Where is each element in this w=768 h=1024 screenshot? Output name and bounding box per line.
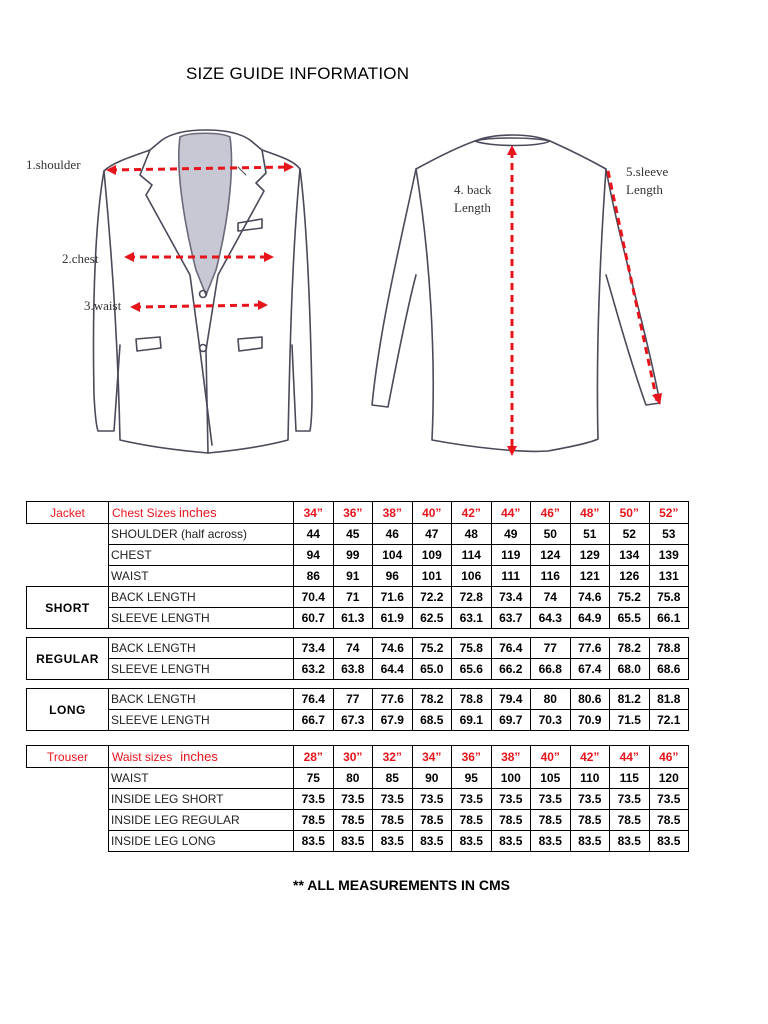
chest-size-header: 42” bbox=[452, 502, 492, 524]
table-cell: 73.4 bbox=[294, 638, 334, 659]
table-row bbox=[27, 689, 689, 710]
waist-size-header: 44” bbox=[610, 746, 650, 768]
table-cell: 83.5 bbox=[373, 831, 413, 852]
table-row bbox=[27, 566, 689, 587]
row-group-empty bbox=[27, 831, 109, 852]
table-cell: 75.8 bbox=[649, 587, 689, 608]
table-cell: 111 bbox=[491, 566, 531, 587]
table-cell: 71 bbox=[333, 587, 373, 608]
row-label: CHEST bbox=[109, 545, 294, 566]
table-cell: 66.2 bbox=[491, 659, 531, 680]
table-cell: 71.5 bbox=[610, 710, 650, 731]
table-cell: 48 bbox=[452, 524, 492, 545]
table-cell: 115 bbox=[610, 768, 650, 789]
waist-size-header: 28” bbox=[294, 746, 334, 768]
waist-size-header: 30” bbox=[333, 746, 373, 768]
table-cell: 120 bbox=[649, 768, 689, 789]
table-cell: 106 bbox=[452, 566, 492, 587]
row-group-empty bbox=[27, 566, 109, 587]
row-group-empty bbox=[27, 545, 109, 566]
table-cell: 65.0 bbox=[412, 659, 452, 680]
row-label: SLEEVE LENGTH bbox=[109, 608, 294, 629]
table-cell: 80 bbox=[333, 768, 373, 789]
table-cell: 70.9 bbox=[570, 710, 610, 731]
table-cell: 94 bbox=[294, 545, 334, 566]
row-label: INSIDE LEG SHORT bbox=[109, 789, 294, 810]
table-cell: 73.5 bbox=[452, 789, 492, 810]
table-cell: 83.5 bbox=[333, 831, 373, 852]
table-cell: 73.5 bbox=[294, 789, 334, 810]
table-cell: 134 bbox=[610, 545, 650, 566]
table-cell: 75 bbox=[294, 768, 334, 789]
table-cell: 72.8 bbox=[452, 587, 492, 608]
table-cell: 80 bbox=[531, 689, 571, 710]
chest-sizes-title: Chest Sizes bbox=[112, 506, 177, 520]
table-cell: 67.4 bbox=[570, 659, 610, 680]
row-group-empty bbox=[27, 524, 109, 545]
waist-sizes-unit: inches bbox=[180, 749, 218, 764]
waist-sizes-title: Waist sizes bbox=[112, 750, 173, 764]
table-cell: 62.5 bbox=[412, 608, 452, 629]
label-sleeve-length-line1: 5.sleeve bbox=[626, 164, 669, 179]
row-label: SLEEVE LENGTH bbox=[109, 710, 294, 731]
label-back-length-line1: 4. back bbox=[454, 182, 492, 197]
table-row bbox=[27, 789, 689, 810]
table-cell: 129 bbox=[570, 545, 610, 566]
table-cell: 78.5 bbox=[373, 810, 413, 831]
row-label: SLEEVE LENGTH bbox=[109, 659, 294, 680]
table-cell: 50 bbox=[531, 524, 571, 545]
trouser-size-table bbox=[26, 745, 689, 852]
row-label: BACK LENGTH bbox=[109, 587, 294, 608]
label-sleeve-length-line2: Length bbox=[626, 182, 663, 197]
table-cell: 73.4 bbox=[491, 587, 531, 608]
table-cell: 63.8 bbox=[333, 659, 373, 680]
waist-size-header: 34” bbox=[412, 746, 452, 768]
table-row bbox=[27, 638, 689, 659]
row-group-empty bbox=[27, 789, 109, 810]
trouser-header-row bbox=[27, 746, 689, 768]
page-title: SIZE GUIDE INFORMATION bbox=[186, 64, 410, 83]
chest-size-header: 34” bbox=[294, 502, 334, 524]
jacket-label: Jacket bbox=[27, 502, 109, 524]
table-cell: 86 bbox=[294, 566, 334, 587]
table-cell: 124 bbox=[531, 545, 571, 566]
table-cell: 75.8 bbox=[452, 638, 492, 659]
table-cell: 71.6 bbox=[373, 587, 413, 608]
measurement-footnote: ** ALL MEASUREMENTS IN CMS bbox=[293, 877, 511, 893]
table-cell: 99 bbox=[333, 545, 373, 566]
table-cell: 77.6 bbox=[373, 689, 413, 710]
table-cell: 105 bbox=[531, 768, 571, 789]
table-cell: 46 bbox=[373, 524, 413, 545]
table-cell: 70.4 bbox=[294, 587, 334, 608]
table-cell: 100 bbox=[491, 768, 531, 789]
chest-size-header: 40” bbox=[412, 502, 452, 524]
table-cell: 83.5 bbox=[649, 831, 689, 852]
table-cell: 131 bbox=[649, 566, 689, 587]
table-cell: 78.8 bbox=[649, 638, 689, 659]
table-cell: 81.8 bbox=[649, 689, 689, 710]
waist-size-header: 46” bbox=[649, 746, 689, 768]
waist-size-header: 40” bbox=[531, 746, 571, 768]
waist-size-header: 38” bbox=[491, 746, 531, 768]
table-cell: 83.5 bbox=[412, 831, 452, 852]
chest-size-header: 46” bbox=[531, 502, 571, 524]
table-cell: 73.5 bbox=[610, 789, 650, 810]
table-cell: 72.1 bbox=[649, 710, 689, 731]
table-cell: 77.6 bbox=[570, 638, 610, 659]
table-cell: 63.2 bbox=[294, 659, 334, 680]
table-cell: 75.2 bbox=[610, 587, 650, 608]
chest-sizes-unit: inches bbox=[179, 505, 217, 520]
table-cell: 73.5 bbox=[531, 789, 571, 810]
table-row bbox=[27, 587, 689, 608]
table-cell: 52 bbox=[610, 524, 650, 545]
table-cell: 78.5 bbox=[491, 810, 531, 831]
waist-sizes-header bbox=[109, 746, 294, 768]
table-cell: 61.3 bbox=[333, 608, 373, 629]
table-cell: 69.1 bbox=[452, 710, 492, 731]
table-cell: 63.1 bbox=[452, 608, 492, 629]
table-cell: 83.5 bbox=[610, 831, 650, 852]
jacket-back-drawing bbox=[372, 135, 660, 451]
table-cell: 101 bbox=[412, 566, 452, 587]
row-label: WAIST bbox=[109, 566, 294, 587]
table-cell: 64.9 bbox=[570, 608, 610, 629]
table-cell: 47 bbox=[412, 524, 452, 545]
table-cell: 126 bbox=[610, 566, 650, 587]
row-label: BACK LENGTH bbox=[109, 638, 294, 659]
chest-size-header: 48” bbox=[570, 502, 610, 524]
table-cell: 60.7 bbox=[294, 608, 334, 629]
table-spacer bbox=[27, 629, 689, 638]
table-cell: 95 bbox=[452, 768, 492, 789]
row-label: INSIDE LEG LONG bbox=[109, 831, 294, 852]
table-cell: 78.5 bbox=[531, 810, 571, 831]
table-cell: 74 bbox=[333, 638, 373, 659]
table-cell: 110 bbox=[570, 768, 610, 789]
table-row bbox=[27, 659, 689, 680]
table-spacer bbox=[27, 680, 689, 689]
chest-sizes-header bbox=[109, 502, 294, 524]
table-cell: 63.7 bbox=[491, 608, 531, 629]
table-cell: 116 bbox=[531, 566, 571, 587]
table-cell: 67.9 bbox=[373, 710, 413, 731]
table-cell: 77 bbox=[333, 689, 373, 710]
table-cell: 73.5 bbox=[333, 789, 373, 810]
label-shoulder: 1.shoulder bbox=[26, 157, 81, 172]
label-chest: 2.chest bbox=[62, 251, 99, 266]
table-cell: 67.3 bbox=[333, 710, 373, 731]
table-cell: 121 bbox=[570, 566, 610, 587]
group-label: LONG bbox=[27, 689, 109, 731]
table-cell: 83.5 bbox=[452, 831, 492, 852]
table-cell: 79.4 bbox=[491, 689, 531, 710]
table-cell: 78.5 bbox=[294, 810, 334, 831]
table-cell: 64.3 bbox=[531, 608, 571, 629]
table-cell: 76.4 bbox=[294, 689, 334, 710]
chest-size-header: 44” bbox=[491, 502, 531, 524]
table-cell: 78.2 bbox=[412, 689, 452, 710]
table-cell: 73.5 bbox=[491, 789, 531, 810]
table-cell: 78.8 bbox=[452, 689, 492, 710]
table-cell: 44 bbox=[294, 524, 334, 545]
table-cell: 74.6 bbox=[570, 587, 610, 608]
jacket-size-table bbox=[26, 501, 689, 731]
jacket-illustration bbox=[0, 95, 768, 475]
table-cell: 49 bbox=[491, 524, 531, 545]
table-cell: 73.5 bbox=[373, 789, 413, 810]
table-cell: 76.4 bbox=[491, 638, 531, 659]
table-row bbox=[27, 831, 689, 852]
table-cell: 74 bbox=[531, 587, 571, 608]
table-cell: 83.5 bbox=[294, 831, 334, 852]
table-row bbox=[27, 608, 689, 629]
table-cell: 73.5 bbox=[412, 789, 452, 810]
table-cell: 78.5 bbox=[570, 810, 610, 831]
table-cell: 64.4 bbox=[373, 659, 413, 680]
table-cell: 96 bbox=[373, 566, 413, 587]
table-cell: 66.8 bbox=[531, 659, 571, 680]
table-cell: 78.2 bbox=[610, 638, 650, 659]
table-row bbox=[27, 545, 689, 566]
row-group-empty bbox=[27, 768, 109, 789]
table-cell: 53 bbox=[649, 524, 689, 545]
table-row bbox=[27, 710, 689, 731]
row-label: SHOULDER (half across) bbox=[109, 524, 294, 545]
table-cell: 83.5 bbox=[570, 831, 610, 852]
waist-size-header: 36” bbox=[452, 746, 492, 768]
jacket-header-row bbox=[27, 502, 689, 524]
table-cell: 66.7 bbox=[294, 710, 334, 731]
chest-size-header: 36” bbox=[333, 502, 373, 524]
table-cell: 45 bbox=[333, 524, 373, 545]
table-cell: 75.2 bbox=[412, 638, 452, 659]
waist-size-header: 32” bbox=[373, 746, 413, 768]
table-cell: 68.6 bbox=[649, 659, 689, 680]
table-cell: 119 bbox=[491, 545, 531, 566]
table-cell: 104 bbox=[373, 545, 413, 566]
trouser-label: Trouser bbox=[27, 746, 109, 768]
table-cell: 78.5 bbox=[333, 810, 373, 831]
table-cell: 72.2 bbox=[412, 587, 452, 608]
label-back-length-line2: Length bbox=[454, 200, 491, 215]
row-label: WAIST bbox=[109, 768, 294, 789]
table-cell: 78.5 bbox=[610, 810, 650, 831]
row-label: INSIDE LEG REGULAR bbox=[109, 810, 294, 831]
table-cell: 91 bbox=[333, 566, 373, 587]
table-cell: 51 bbox=[570, 524, 610, 545]
table-cell: 83.5 bbox=[491, 831, 531, 852]
table-cell: 90 bbox=[412, 768, 452, 789]
table-cell: 68.0 bbox=[610, 659, 650, 680]
table-cell: 78.5 bbox=[452, 810, 492, 831]
chest-size-header: 52” bbox=[649, 502, 689, 524]
table-cell: 73.5 bbox=[649, 789, 689, 810]
table-row bbox=[27, 524, 689, 545]
table-row bbox=[27, 768, 689, 789]
table-cell: 65.5 bbox=[610, 608, 650, 629]
table-cell: 74.6 bbox=[373, 638, 413, 659]
row-label: BACK LENGTH bbox=[109, 689, 294, 710]
table-cell: 139 bbox=[649, 545, 689, 566]
chest-size-header: 38” bbox=[373, 502, 413, 524]
table-cell: 77 bbox=[531, 638, 571, 659]
table-cell: 85 bbox=[373, 768, 413, 789]
table-cell: 70.3 bbox=[531, 710, 571, 731]
table-cell: 69.7 bbox=[491, 710, 531, 731]
label-waist: 3.waist bbox=[84, 298, 122, 313]
waist-size-header: 42” bbox=[570, 746, 610, 768]
table-cell: 81.2 bbox=[610, 689, 650, 710]
table-cell: 80.6 bbox=[570, 689, 610, 710]
table-cell: 65.6 bbox=[452, 659, 492, 680]
table-cell: 83.5 bbox=[531, 831, 571, 852]
table-row bbox=[27, 810, 689, 831]
group-label: SHORT bbox=[27, 587, 109, 629]
jacket-front-drawing bbox=[93, 130, 312, 453]
table-cell: 66.1 bbox=[649, 608, 689, 629]
table-cell: 78.5 bbox=[412, 810, 452, 831]
table-cell: 109 bbox=[412, 545, 452, 566]
table-cell: 73.5 bbox=[570, 789, 610, 810]
row-group-empty bbox=[27, 810, 109, 831]
table-cell: 78.5 bbox=[649, 810, 689, 831]
table-cell: 68.5 bbox=[412, 710, 452, 731]
table-cell: 61.9 bbox=[373, 608, 413, 629]
chest-size-header: 50” bbox=[610, 502, 650, 524]
group-label: REGULAR bbox=[27, 638, 109, 680]
table-cell: 114 bbox=[452, 545, 492, 566]
